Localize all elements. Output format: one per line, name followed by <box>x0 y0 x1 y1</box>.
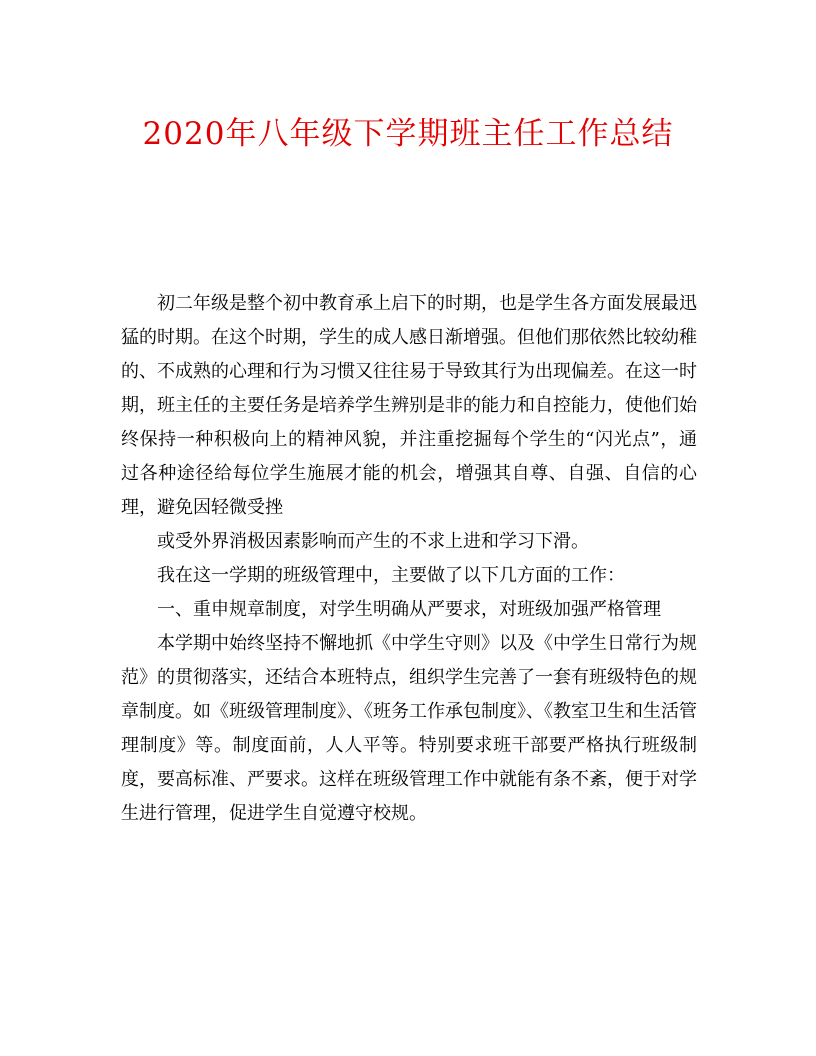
paragraph-section-1: 本学期中始终坚持不懈地抓《中学生守则》以及《中学生日常行为规范》的贯彻落实，还结合本班特点，组织学生完善了一套有班级特色的规章制度。如《班级管理制度》、《班务工作承包制度》、《教室卫生和生活管理制度》等。制度面前，人人平等。特别要求班干部要严格执行班级制度，要高标准、严要求。这样在班级管理工作中就能有条不紊，便于对学生进行管理，促进学生自觉遵守校规。 <box>121 633 697 824</box>
paragraph-overview: 我在这一学期的班级管理中，主要做了以下几方面的工作： <box>157 565 625 586</box>
paragraph-intro-continued: 或受外界消极因素影响而产生的不求上进和学习下滑。 <box>157 531 589 552</box>
document-body <box>121 287 697 831</box>
paragraph-intro: 初二年级是整个初中教育承上启下的时期，也是学生各方面发展最迅猛的时期。在这个时期，学生的成人感日渐增强。但他们那依然比较幼稚的、不成熟的心理和行为习惯又往往易于导致其行为出现偏差。在这一时期，班主任的主要任务是培养学生辨别是非的能力和自控能力，使他们始终保持一种积极向上的精神风貌，并注重挖掘每个学生的“闪光点”，通过各种途径给每位学生施展才能的机会，增强其自尊、自强、自信的心理，避免因轻微受挫 <box>121 293 697 518</box>
section-heading-1: 一、重申规章制度，对学生明确从严要求，对班级加强严格管理 <box>157 599 661 620</box>
document-title: 2020年八年级下学期班主任工作总结 <box>142 116 674 152</box>
